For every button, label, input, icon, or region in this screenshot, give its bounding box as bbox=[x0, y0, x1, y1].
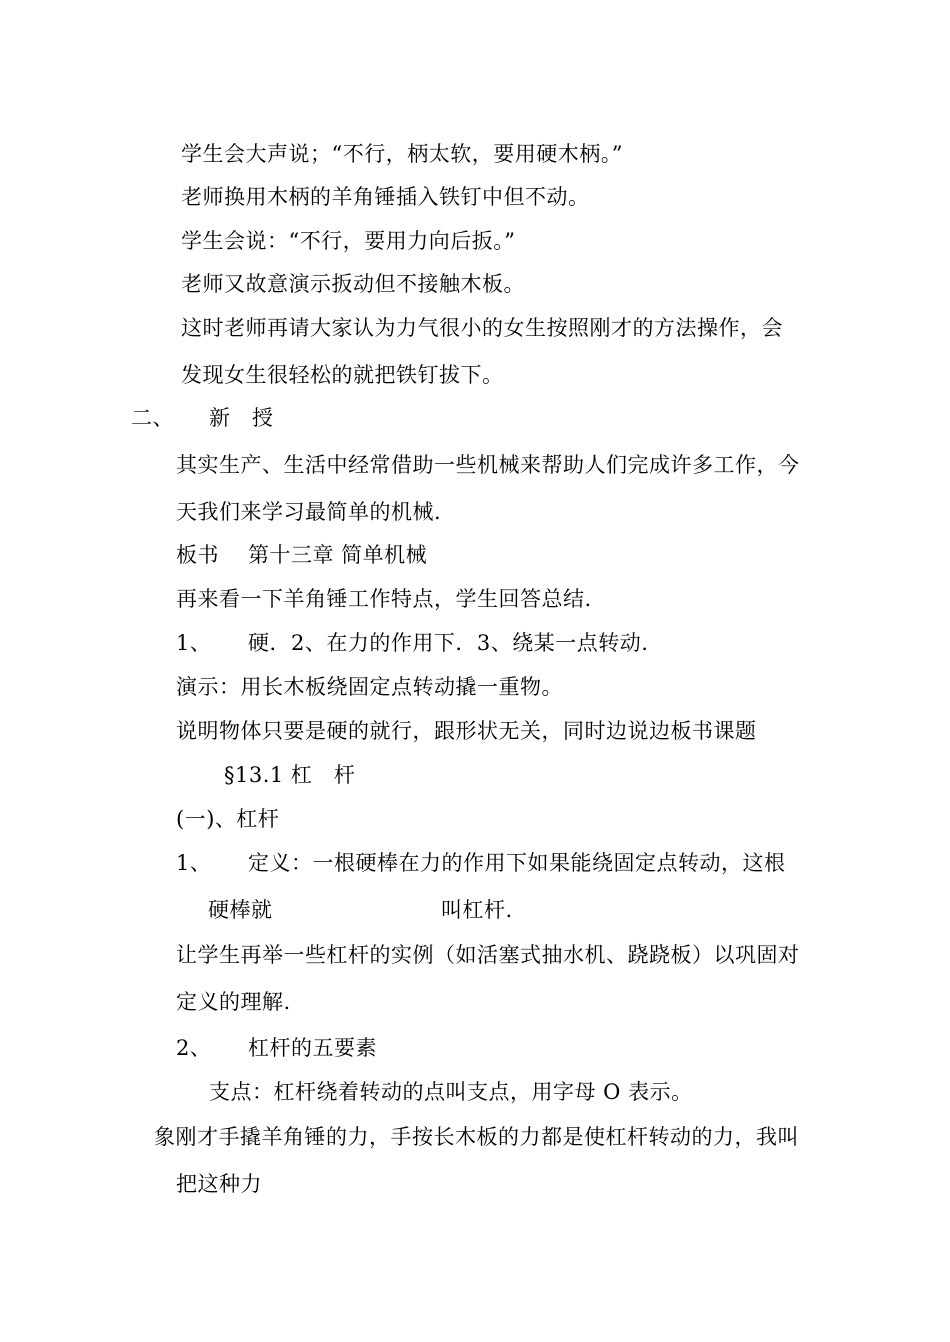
dialog-line-6: 发现女生很轻松的就把铁钉拔下。 bbox=[181, 363, 504, 387]
section-two-title: 新 授 bbox=[209, 406, 274, 430]
body-line-1: 其实生产、生活中经常借助一些机械来帮助人们完成许多工作，今 bbox=[176, 453, 800, 477]
features-text: 硬．2、在力的作用下．3、绕某一点转动. bbox=[248, 631, 649, 655]
dialog-line-2: 老师换用木柄的羊角锤插入铁钉中但不动。 bbox=[181, 185, 590, 209]
review-line: 再来看一下羊角锤工作特点，学生回答总结. bbox=[176, 587, 592, 611]
features-number: 1、 bbox=[176, 631, 212, 655]
force-line-2: 把这种力 bbox=[176, 1172, 262, 1196]
fulcrum-line: 支点：杠杆绕着转动的点叫支点，用字母 O 表示。 bbox=[209, 1080, 693, 1104]
dialog-line-3: 学生会说：“不行，要用力向后扳。” bbox=[181, 229, 516, 253]
definition-cont-a: 硬棒就 bbox=[208, 898, 273, 922]
examples-line-1: 让学生再举一些杠杆的实例（如活塞式抽水机、跷跷板）以巩固对 bbox=[176, 943, 800, 967]
dialog-line-5: 这时老师再请大家认为力气很小的女生按照刚才的方法操作，会 bbox=[181, 316, 783, 340]
definition-number: 1、 bbox=[176, 851, 212, 875]
body-line-2: 天我们来学习最简单的机械. bbox=[176, 500, 442, 524]
section-two-number: 二、 bbox=[131, 406, 174, 430]
definition-cont-b: 叫杠杆. bbox=[441, 898, 513, 922]
explain-line: 说明物体只要是硬的就行，跟形状无关，同时边说边板书课题 bbox=[176, 719, 757, 743]
force-line-1: 象刚才手撬羊角锤的力，手按长木板的力都是使杠杆转动的力，我叫 bbox=[154, 1125, 799, 1149]
demo-line: 演示：用长木板绕固定点转动撬一重物。 bbox=[176, 675, 563, 699]
board-chapter: 第十三章 简单机械 bbox=[248, 543, 428, 567]
dialog-line-1: 学生会大声说；“不行，柄太软，要用硬木柄。” bbox=[181, 142, 623, 166]
topic-heading: §13.1 杠 杆 bbox=[224, 763, 356, 787]
five-elements-text: 杠杆的五要素 bbox=[248, 1036, 377, 1060]
five-elements-number: 2、 bbox=[176, 1036, 212, 1060]
board-label: 板书 bbox=[176, 543, 219, 567]
subsection-one-heading: (一)、杠杆 bbox=[176, 807, 280, 831]
definition-text: 定义：一根硬棒在力的作用下如果能绕固定点转动，这根 bbox=[248, 851, 786, 875]
dialog-line-4: 老师又故意演示扳动但不接触木板。 bbox=[181, 272, 525, 296]
examples-line-2: 定义的理解. bbox=[176, 990, 291, 1014]
